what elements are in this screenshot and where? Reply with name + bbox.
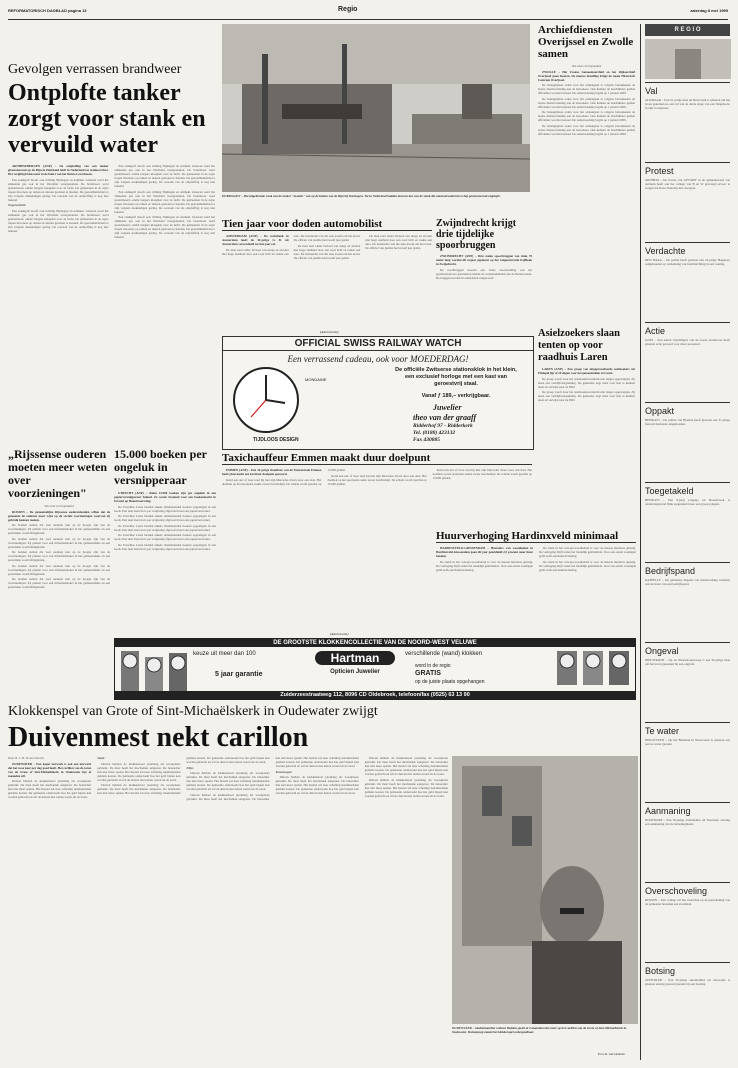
beiaardier-portrait-image [452, 756, 638, 1024]
tien-jaar-lead: AMSTERDAM (ANP) – De rechtbank in Amsterdam heeft de 30-jarige G. B. uit Amsterdam veroordeeld tot tien jaar cel. [222, 234, 289, 246]
sidebar-image [645, 39, 731, 79]
rijssense-article [8, 448, 110, 688]
sidebar-item-text: ARNHEM – De fractie van GPV/RPF in de gemeenteraad van Arnhem heeft aan het college van B en W gevraagd ervoor te zorgen dat Roze Zaterdag niet doorgaat. [645, 178, 730, 190]
sidebar-item [645, 722, 730, 802]
sidebar-item [645, 162, 730, 242]
carillon-headline: Duivenmest nekt carillon [8, 722, 309, 753]
zwijndrecht-body: De noodbruggen moeten een vlotte doorstroming van het goederenvervoer garanderen tijdens de werkzaamheden aan de Betuweroute. De bruggen worden in onderdelen aangevoerd. [436, 267, 532, 280]
zwijndrecht-article [436, 218, 532, 326]
masthead-center: Regio [338, 6, 358, 13]
sidebar-item [645, 802, 730, 882]
ad1-brand: MONDAINE [305, 377, 327, 382]
archief-kicker: Van onze correspondent [571, 64, 602, 68]
sidebar-item-text: NIEUWKOOP – Op de Nieuwkoopseweg is een 90-jarige man om het leven gekomen bij een ongeval. [645, 658, 730, 666]
archief-headline: Archiefdiensten Overijssel en Zwolle samen [538, 24, 634, 60]
rijssense-body-3: De bonden stellen dat veel ouderen niet op de hoogte zijn van de voorzieningen. Zij pleiten voor een informatieloket in het gemeentehuis en een periodieke voorlichtingskrant. [8, 550, 110, 562]
carillon-byline: Door B. J. H. W. van Dooren [8, 756, 44, 760]
rijssense-lead: RIJSSEN – De gemeentelijke Rijssense ouderenbonden willen dat de gemeente de ouderen meer wijst op de sociale voorzieningen waarvan zij gebruik kunnen maken. [8, 509, 110, 522]
sidebar-item-head: Overschoveling [645, 886, 708, 896]
taxi-headline: Taxichauffeur Emmen maakt duur doelpunt [222, 452, 532, 465]
rijssense-kicker: Van onze correspondent [44, 504, 74, 508]
ad2-right1: verschillende (wand) klokken [405, 651, 483, 657]
sidebar-item [645, 242, 730, 322]
asielzoekers-lead: LAREN (ANP) – Een groep van uitgeprocedeerde asielzoekers uit Ethiopië ligt al 10 dagen voor het gemeentehuis in Laren. [538, 367, 635, 375]
tanker-lead: ARNHEM/BERGEN (ANP) – De ontploffing van een tanker gisterenavond op de Rijn in Duitsland leidt in Nederland tot stankoverlast. Het vergiftigd bluswater in de buurt van het Duitse Leverkusen. [8, 164, 109, 176]
clocks-right-icon [555, 649, 631, 687]
clocks-left-icon [119, 649, 189, 695]
sidebar-item-head: Protest [645, 166, 674, 176]
sidebar-item [645, 642, 730, 722]
rijssense-headline: „Rijssense ouderen moeten meer weten over voorzieningen" [8, 447, 108, 500]
dormagen-caption: DORMAGEN – Het uitgebrande wrak van de tanker "Avantis" van op de bodem van de Rijn bij Dormagen. Tot in Nederland hadden mensen last van de stank die ontstond nadat het schip gisterenavond ontplofte. [222, 194, 501, 198]
oudewater-credit: Foto: R. van Gelderen [598, 1052, 625, 1056]
ad1-fax: Fax 430885 [413, 437, 441, 443]
carillon-body-2: Duiven hebben de klokkenstoel jarenlang als woonplaats gebruikt. De mest heeft het mechaniek aangetast. De beiaardier kan niet meer spelen. Het herstel zal naar schatting tienduizenden guldens kosten. De gemeente onderzoekt hoe het geld bijeen kan worden gebracht en wil de duiven met netten weren uit de toren. [97, 761, 181, 782]
asielzoekers-body-2: De groep wordt door het asielzoekerscentrum niet langer opgevangen. Zij eisen een verblijfsvergunning. De gemeente zegt niets voor hen te kunnen doen en verwijst naar de IND. [538, 390, 635, 402]
sidebar-item-text: GOES – Een aantal vrijwilligers van de Goese brandweer heeft gisteren actie gevoerd voor meer personeel. [645, 338, 730, 346]
hardinxveld-body-3: De stand in het concept-woonbeleid is voor de meeste huurders gunstig. De verhoging blijft onder het landelijk gemiddelde. Voor een aantal woningen geldt zelfs een huurbevriezing. [539, 559, 636, 572]
tien-jaar-body: De man reed onder invloed van drugs en alcohol met hoge snelheid door een rood licht en raakte een auto. De bestuurder van die auto kwam om het leven. De officier van justitie had twaalf jaar geëist. [222, 234, 361, 256]
carillon-body-6: Duiven hebben de klokkenstoel jarenlang als woonplaats gebruikt. De mest heeft het mechaniek aangetast. De beiaardier kan niet meer spelen. Het herstel zal naar schatting tienduizenden guldens kosten. De gemeente onderzoekt hoe het geld bijeen kan worden gebracht en wil de duiven met netten weren uit de toren. [275, 775, 359, 795]
ad2-brand-sub: Opticien Juwelier [330, 669, 380, 675]
sidebar-item [645, 562, 730, 642]
ad1-phone: Tel. (0180) 423132 [413, 430, 456, 436]
dormagen-photo [222, 24, 530, 192]
zwijndrecht-lead: ZWIJNDRECHT (ANP) – Drie stalen spoorbruggen van ruim 70 meter lang worden dit najaar geplaatst op het rangeerterrein Kijfhoek in Zwijndrecht. [436, 254, 532, 266]
ad2-right4: op de juiste plaats opgehangen [415, 679, 485, 685]
ad2-left2: 5 jaar garantie [215, 671, 263, 678]
masthead-rule [8, 19, 728, 20]
swiss-watch-ad [222, 336, 534, 450]
carillon-sub1: Stank [97, 756, 105, 760]
tanker-subhead: Ongerustheid [8, 203, 26, 207]
sidebar-photo [645, 39, 731, 79]
sidebar-item-text: NIEUWVEEN – Op het Blokland in Nieuwveen is gisteren een auto te water geraakt. [645, 738, 730, 746]
oudewater-photo [452, 756, 638, 1024]
sidebar-item [645, 482, 730, 562]
sidebar-item-head: Oppakt [645, 406, 675, 416]
carillon-sub2: Eitjes [186, 765, 194, 770]
tanker-kicker: Gevolgen verrassen brandweer [8, 62, 182, 77]
sidebar-item-text: DEN HAAG – De politie heeft gisteren een 24-jarige Hagenaar aangehouden op verdenking van brandstichting in een woning. [645, 258, 730, 266]
ad2-brand: Hartman [315, 651, 395, 665]
carillon-lead: OUDEWATER – Een kapot uurwerk is ook een uurwerk dat het twee keer per dag goed heeft. Het carillon van de toren van de Grote of Sint-Michaëlskerk in Oudewater ligt al maanden stil. [8, 761, 92, 778]
ad1-brand-tag: TIJDLOOS DESIGN [253, 437, 299, 443]
sidebar-item [645, 402, 730, 482]
sidebar-item-text: HEERLEN – De politie van Heerlen heeft gisteren een 31-jarige man uit Kerkrade aangehouden. [645, 418, 730, 426]
boeken-lead: UTRECHT (ANP) – Ruim 15.000 boeken zijn per ongeluk in een papierversnipperaar beland. Ze waren bestemd voor een boekenmarkt in Utrecht op Hemelvaartsdag. [114, 491, 216, 503]
masthead [8, 8, 728, 18]
carillon-body-8: Duiven hebben de klokkenstoel jarenlang als woonplaats gebruikt. De mest heeft het mechaniek aangetast. De beiaardier kan niet meer spelen. Het herstel zal naar schatting tienduizenden guldens kosten. De gemeente onderzoekt hoe het geld bijeen kan worden gebracht en wil de duiven met netten weren uit de toren. [364, 777, 448, 798]
ad2-right2: word in de regio [415, 663, 451, 669]
oudewater-caption: OUDEWATER – Stadsbeiaardier Gideon Bodden speelt al 2 maanden niet meer op het carillon van de Grote of Sint-Michaëlskerk in Oudewater. Duivenpoep maakt het klokkenspel onbespeelbaar. [452, 1026, 627, 1034]
tanker-wreck-image [222, 24, 530, 192]
carillon-body: Duiven hebben de klokkenstoel jarenlang als woonplaats gebruikt. De mest heeft het mechaniek aangetast. De beiaardier kan niet meer spelen. Het herstel zal naar schatting tienduizenden guldens kosten. De gemeente onderzoekt hoe het geld bijeen kan worden gebracht en wil de duiven met netten weren uit de toren. [8, 779, 92, 799]
ad1-title: OFFICIAL SWISS RAILWAY WATCH [223, 337, 533, 351]
sidebar-item-text: ZEEWOLDE – Een 56-jarige automobilist uit Zeewolde is gisteren ernstig gewond geraakt bij een botsing. [645, 978, 730, 986]
taxi-lead: EMMEN (ANP) – Een 26-jarige chauffeur van de Taxicentrale Emmen heeft gisternacht een kostbaar doelpunt gescoord. [222, 468, 322, 476]
ad2-left1: keuze uit meer dan 100 [193, 651, 256, 657]
sidebar-item-text: KAPPELLE – De gemeente Kapelle wil medewerking verlenen aan de bouw van een bedrijfspand. [645, 578, 730, 586]
carillon-body-7: Duiven hebben de klokkenstoel jarenlang als woonplaats gebruikt. De mest heeft het mechaniek aangetast. De beiaardier kan niet meer spelen. Het herstel zal naar schatting tienduizenden guldens kosten. De gemeente onderzoekt hoe het geld bijeen kan worden gebracht en wil de duiven met netten weren uit de toren. [364, 756, 448, 776]
boeken-body: De Utrechtse Lions hadden enkele tienduizenden boeken opgeslagen in een loods. Een deel daarvan is per vergissing afgevoerd naar een papierverwerker. [114, 504, 216, 513]
hardinxveld-body: De stand in het concept-woonbeleid is voor de meeste huurders gunstig. De verhoging blijft onder het landelijk gemiddelde. Voor een aantal woningen geldt zelfs een huurbevriezing. [436, 559, 533, 572]
boeken-body-3: De Utrechtse Lions hadden enkele tienduizenden boeken opgeslagen in een loods. Een deel daarvan is per vergissing afgevoerd naar een papierverwerker. [114, 523, 216, 532]
sidebar-title: R E G I O [645, 24, 730, 36]
tien-jaar-article [222, 218, 432, 328]
sidebar-item-head: Ongeval [645, 646, 679, 656]
asielzoekers-headline: Asielzoekers slaan tenten op voor raadhuis Laren [538, 328, 620, 363]
boeken-body-5: De Utrechtse Lions hadden enkele tienduizenden boeken opgeslagen in een loods. Een deel daarvan is per vergissing afgevoerd naar een papierverwerker. [114, 542, 216, 551]
tanker-body-4: Een stankgolf drooft ook richting Nijmegen en Arnhem. Gisteren werd het stinkende gas ook in het Westland waargenomen. De brandweer werd gealarmeerd, omdat burgers klaagden over de lucht. De gemeenten in de regio riepen inwoners op ramen en deuren gesloten te houden. De gezondheidsrisico's zijn volgens deskundigen gering. De oorzaak van de ontploffing is nog niet bekend. [114, 189, 215, 214]
rijssense-body-2: De bonden stellen dat veel ouderen niet op de hoogte zijn van de voorzieningen. Zij pleiten voor een informatieloket in het gemeentehuis en een periodieke voorlichtingskrant. [8, 536, 110, 549]
watch-clock-icon [231, 365, 301, 435]
archief-article [538, 24, 635, 324]
archief-body-4: De belangrijkste reden voor het samengaan is volgens betrokkenen de betere dienstverlening aan de bezoekers. Ook kunnen de beschikbare gelden efficiënter worden besteed. De samenwerking begint op 1 januari 2000. [538, 123, 635, 136]
archief-lead: ZWOLLE – Het Zwolse Gemeentearchief en het Rijksarchief Overijssel gaan fuseren. De nieuwe instelling krijgt de naam Historisch Centrum Overijssel. [538, 69, 635, 82]
asielzoekers-body: De groep wordt door het asielzoekerscentrum niet langer opgevangen. Zij eisen een verblijfsvergunning. De gemeente zegt niets voor hen te kunnen doen en verwijst naar de IND. [538, 376, 635, 389]
taxi-body: Rond een uur of twee reed hij met zijn Mercedes dwars door een doel. Het doelhok op het sportpark raakte zwaar beschadigd. De schade wordt geschat op 15.000 gulden. [222, 468, 346, 486]
taxi-body-2: Rond een uur of twee reed hij met zijn Mercedes dwars door een doel. Het doelhok op het sportpark raakte zwaar beschadigd. De schade wordt geschat op 15.000 gulden. [327, 473, 427, 486]
rijssense-body: De bonden stellen dat veel ouderen niet op de hoogte zijn van de voorzieningen. Zij pleiten voor een informatieloket in het gemeentehuis en een periodieke voorlichtingskrant. [8, 523, 110, 535]
ad1-address: Ridderhof 97 - Ridderkerk [413, 423, 473, 429]
carillon-body-5: Duiven hebben de klokkenstoel jarenlang als woonplaats gebruikt. De mest heeft het mechaniek aangetast. De beiaardier kan niet meer spelen. Het herstel zal naar schatting tienduizenden guldens kosten. De gemeente onderzoekt hoe het geld bijeen kan worden gebracht en wil de duiven met netten weren uit de toren. [186, 756, 359, 801]
archief-body: De belangrijkste reden voor het samengaan is volgens betrokkenen de betere dienstverlening aan de bezoekers. Ook kunnen de beschikbare gelden efficiënter worden besteed. De samenwerking begint op 1 januari 2000. [538, 83, 635, 95]
tanker-headline: Ontplofte tanker zorgt voor stank en vervuild water [8, 80, 206, 158]
carillon-body-3: Duiven hebben de klokkenstoel jarenlang als woonplaats gebruikt. De mest heeft het mechaniek aangetast. De beiaardier kan niet meer spelen. Het herstel zal naar schatting tienduizenden guldens kosten. De gemeente onderzoekt hoe het geld bijeen kan worden gebracht en wil de duiven met netten weren uit de toren. [97, 756, 270, 795]
carillon-sub3: Kraanwagen [275, 769, 292, 774]
sidebar-item [645, 322, 730, 402]
hardinxveld-article [436, 530, 636, 650]
tien-jaar-headline: Tien jaar voor doden automobilist [222, 218, 432, 231]
tien-jaar-body-3: De man reed onder invloed van drugs en alcohol met hoge snelheid door een rood licht en raakte een auto. De bestuurder van die auto kwam om het leven. De officier van justitie had twaalf jaar geëist. [365, 234, 432, 250]
rijssense-body-4: De bonden stellen dat veel ouderen niet op de hoogte zijn van de voorzieningen. Zij pleiten voor een informatieloket in het gemeentehuis en een periodieke voorlichtingskrant. [8, 563, 110, 576]
zwijndrecht-headline: Zwijndrecht krijgt drie tijdelijke spoorbruggen [436, 218, 517, 251]
ad-label-1: (Advertentie) [320, 330, 339, 334]
masthead-right: zaterdag 8 mei 1999 [690, 8, 728, 13]
sidebar-item-text: RIJSSEN – Een college wil het overschot op de jaarrekening van de gemeente besteden aan zwembad. [645, 898, 730, 906]
sidebar-item [645, 82, 730, 162]
ad1-dealer1: Juwelier [433, 403, 462, 412]
sidebar-item-head: Toegetakeld [645, 486, 694, 496]
sidebar-item-text: NOOTDORP – Een 36-jarige ondernemer uit Nootdorp ontving een aanmaning van de belastingdienst. [645, 818, 730, 826]
ad1-desc: De officiële Zwitserse stationsklok in het klein, een exclusief horloge met een kast van geroestvrij staal. [395, 367, 517, 387]
ad2-address: Zuiderzeestraatweg 112, 8096 CD Oldebroek, telefoon/fax (0525) 63 13 90 [115, 691, 635, 699]
ad2-banner: DE GROOTSTE KLOKKENCOLLECTIE VAN DE NOORD-WEST VELUWE [115, 639, 635, 647]
tanker-body-5: Een stankgolf drooft ook richting Nijmegen en Arnhem. Gisteren werd het stinkende gas ook in het Westland waargenomen. De brandweer werd gealarmeerd, omdat burgers klaagden over de lucht. De gemeenten in de regio riepen inwoners op ramen en deuren gesloten te houden. De gezondheidsrisico's zijn volgens deskundigen gering. De oorzaak van de ontploffing is nog niet bekend. [114, 215, 215, 239]
archief-body-3: De belangrijkste reden voor het samengaan is volgens betrokkenen de betere dienstverlening aan de bezoekers. Ook kunnen de beschikbare gelden efficiënter worden besteed. De samenwerking begint op 1 januari 2000. [538, 110, 635, 122]
carillon-body-4: Duiven hebben de klokkenstoel jarenlang als woonplaats gebruikt. De mest heeft het mechaniek aangetast. De beiaardier kan niet meer spelen. Het herstel zal naar schatting tienduizenden guldens kosten. De gemeente onderzoekt hoe het geld bijeen kan worden gebracht en wil de duiven met netten weren uit de toren. [186, 771, 270, 791]
tien-jaar-body-2: De man reed onder invloed van drugs en alcohol met hoge snelheid door een rood licht en raakte een auto. De bestuurder van die auto kwam om het leven. De officier van justitie had twaalf jaar geëist. [293, 243, 361, 260]
regio-sidebar [640, 24, 730, 1060]
hartman-ad [114, 638, 636, 700]
hardinxveld-lead: HARDINXVELD-GIESSENDAM – Huurders van woonhuizen in Hardinxveld-Giessendam gaan dit jaar gemiddeld 2,5 procent meer huur betalen. [436, 546, 533, 558]
carillon-kicker: Klokkenspel van Grote of Sint-Michaëlskerk in Oudewater zwijgt [8, 704, 378, 719]
tanker-body-2: Een stankgolf drooft ook richting Nijmegen en Arnhem. Gisteren werd het stinkende gas ook in het Westland waargenomen. De brandweer werd gealarmeerd, omdat burgers klaagden over de lucht. De gemeenten in de regio riepen inwoners op ramen en deuren gesloten te houden. De gezondheidsrisico's zijn volgens deskundigen gering. De oorzaak van de ontploffing is nog niet bekend. [8, 208, 109, 233]
sidebar-item-head: Actie [645, 326, 666, 336]
hardinxveld-body-2: De stand in het concept-woonbeleid is voor de meeste huurders gunstig. De verhoging blijft onder het landelijk gemiddelde. Voor een aantal woningen geldt zelfs een huurbevriezing. [539, 546, 636, 558]
ad1-dealer2: theo van der graaff [413, 413, 477, 422]
rijssense-body-5: De bonden stellen dat veel ouderen niet op de hoogte zijn van de voorzieningen. Zij pleiten voor een informatieloket in het gemeentehuis en een periodieke voorlichtingskrant. [8, 577, 110, 589]
sidebar-item-text: HEERLEN – Een 9-jarig jongetje uit Hoensbroek is donderdagavond flink toegetakeld door een groep jongens. [645, 498, 730, 506]
tanker-body: Een stankgolf drooft ook richting Nijmegen en Arnhem. Gisteren werd het stinkende gas ook in het Westland waargenomen. De brandweer werd gealarmeerd, omdat burgers klaagden over de lucht. De gemeenten in de regio riepen inwoners op ramen en deuren gesloten te houden. De gezondheidsrisico's zijn volgens deskundigen gering. De oorzaak van de ontploffing is nog niet bekend. [8, 177, 109, 202]
boeken-headline: 15.000 boeken per ongeluk in versnipperaar [114, 447, 207, 487]
ad1-price: Vanaf ƒ 189,– verkrijgbaar. [421, 393, 491, 399]
boeken-body-2: De Utrechtse Lions hadden enkele tienduizenden boeken opgeslagen in een loods. Een deel daarvan is per vergissing afgevoerd naar een papierverwerker. [114, 514, 216, 522]
sidebar-item [645, 962, 730, 1042]
hardinxveld-headline: Huurverhoging Hardinxveld minimaal [436, 530, 636, 543]
tanker-article [8, 62, 215, 445]
sidebar-item-head: Val [645, 86, 658, 96]
sidebar-item-head: Bedrijfspand [645, 566, 696, 576]
sidebar-item [645, 882, 730, 962]
sidebar-items [645, 82, 730, 1042]
taxi-body-3: Rond een uur of twee reed hij met zijn Mercedes dwars door een doel. Het doelhok op het sportpark raakte zwaar beschadigd. De schade wordt geschat op 15.000 gulden. [432, 468, 532, 480]
sidebar-item-head: Botsing [645, 966, 676, 976]
ad2-right3: GRATIS [415, 670, 441, 677]
carillon-article [8, 704, 638, 1060]
asielzoekers-article [538, 328, 635, 453]
sidebar-item-head: Te water [645, 726, 680, 736]
masthead-left: REFORMATORISCH DAGBLAD pagina 13 [8, 8, 87, 13]
ad1-slogan: Een verrassend cadeau, ook voor MOEDERDAG! [287, 354, 469, 364]
tanker-body-3: Een stankgolf drooft ook richting Nijmegen en Arnhem. Gisteren werd het stinkende gas ook in het Westland waargenomen. De brandweer werd gealarmeerd, omdat burgers klaagden over de lucht. De gemeenten in de regio riepen inwoners op ramen en deuren gesloten te houden. De gezondheidsrisico's zijn volgens deskundigen gering. De oorzaak van de ontploffing is nog niet bekend. [114, 164, 215, 188]
sidebar-item-head: Aanmaning [645, 806, 691, 816]
sidebar-item-text: ALKMAAR – Een 61-jarige man uit Beverwijk is gisteren om het leven gekomen na een val van de derde etage van een flatgebouw in zijn woonplaats. [645, 98, 730, 110]
ad-label-2: (Advertentie) [330, 632, 349, 636]
boeken-body-4: De Utrechtse Lions hadden enkele tienduizenden boeken opgeslagen in een loods. Een deel daarvan is per vergissing afgevoerd naar een papierverwerker. [114, 533, 216, 541]
archief-body-2: De belangrijkste reden voor het samengaan is volgens betrokkenen de betere dienstverlening aan de bezoekers. Ook kunnen de beschikbare gelden efficiënter worden besteed. De samenwerking begint op 1 januari 2000. [538, 96, 635, 109]
sidebar-item-head: Verdachte [645, 246, 686, 256]
